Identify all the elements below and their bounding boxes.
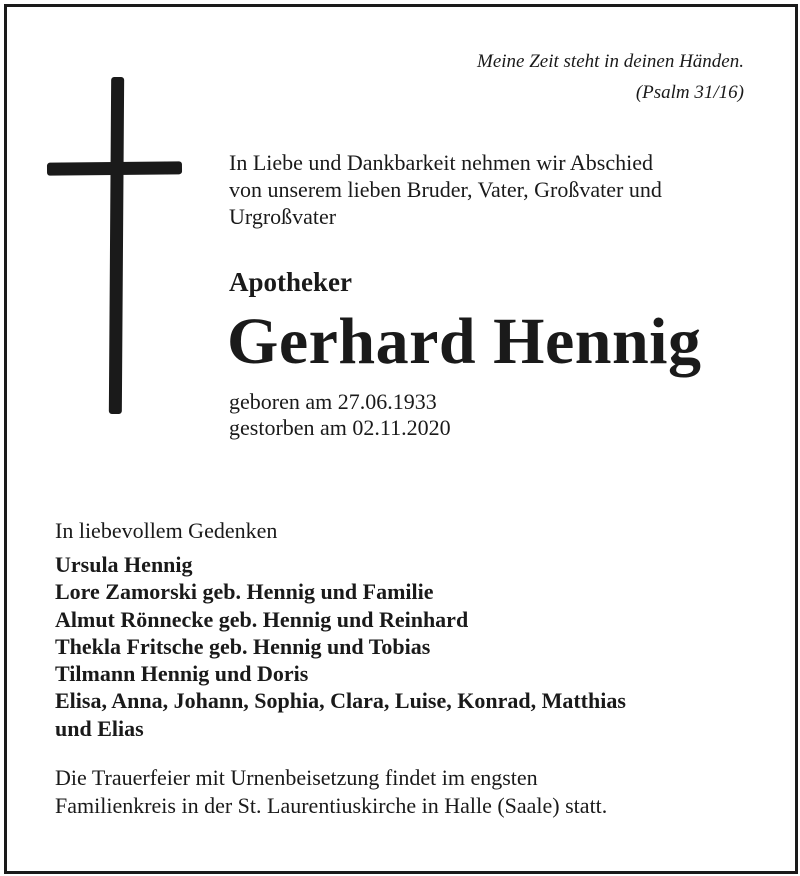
notice-line: Familienkreis in der St. Laurentiuskirche in Halle (Saale) statt. <box>55 793 608 818</box>
cross-horizontal-beam <box>47 161 182 175</box>
bible-reference: (Psalm 31/16) <box>635 82 744 103</box>
life-dates <box>229 389 451 441</box>
mourner-line: Ursula Hennig <box>55 552 193 577</box>
funeral-notice <box>55 764 607 820</box>
mourner-line: Almut Rönnecke geb. Hennig und Reinhard <box>55 606 469 632</box>
death-date: gestorben am 02.11.2020 <box>229 415 451 440</box>
notice-line: Die Trauerfeier mit Urnenbeisetzung findet im engsten <box>55 765 538 790</box>
mourner-line: Elisa, Anna, Johann, Sophia, Clara, Luise, Konrad, Matthias <box>55 688 626 714</box>
mourners-list <box>55 551 626 742</box>
deceased-title: Apotheker <box>229 267 352 297</box>
mourner-line: und Elias <box>55 715 144 741</box>
cross-vertical-beam <box>109 77 124 414</box>
remembrance-heading: In liebevollem Gedenken <box>55 518 278 543</box>
bible-quote: Meine Zeit steht in deinen Händen. <box>477 51 744 72</box>
intro-line: Urgroßvater <box>229 204 337 229</box>
deceased-name: Gerhard Hennig <box>227 305 702 378</box>
intro-text <box>229 149 759 230</box>
birth-date: geboren am 27.06.1933 <box>229 389 437 414</box>
intro-line: von unserem lieben Bruder, Vater, Großvater und <box>229 177 662 202</box>
mourner-line: Tilmann Hennig und Doris <box>55 661 309 687</box>
mourner-line: Lore Zamorski geb. Hennig und Familie <box>55 579 434 605</box>
mourner-line: Thekla Fritsche geb. Hennig und Tobias <box>55 633 431 659</box>
intro-line: In Liebe und Dankbarkeit nehmen wir Abschied <box>229 150 653 175</box>
